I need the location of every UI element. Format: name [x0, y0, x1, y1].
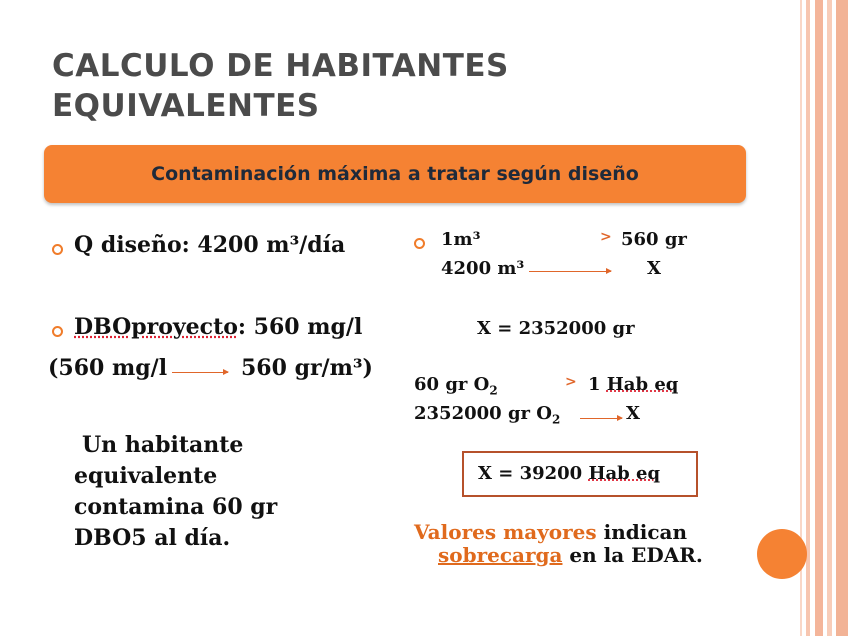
r1-left: 1m³ — [441, 229, 481, 250]
r3-left: 60 gr $O_2$ — [414, 374, 498, 398]
decor-stripe — [815, 0, 823, 636]
arrow-icon — [172, 372, 228, 373]
title-line-1: CALCULO DE HABITANTES — [52, 48, 509, 84]
arrow-icon — [580, 418, 622, 419]
chevron-right-icon: > — [565, 374, 577, 390]
x-result-1: X = 2352000 gr — [477, 318, 635, 339]
bullet-icon — [414, 238, 425, 249]
habitante-line-4: DBO5 al día. — [74, 525, 231, 551]
slide-title — [52, 46, 652, 126]
r4-right: X — [626, 403, 640, 424]
bullet-icon — [52, 326, 63, 337]
title-line-2: EQUIVALENTES — [52, 88, 320, 124]
r2-right: X — [647, 258, 661, 279]
decor-stripe — [806, 0, 810, 636]
banner-text: Contaminación máxima a tratar según diseño — [151, 163, 639, 185]
decor-circle — [757, 529, 807, 579]
sobrecarga-line: sobrecarga en la EDAR. — [438, 543, 703, 567]
habitante-line-1: Un habitante — [82, 432, 244, 458]
decor-stripe — [836, 0, 848, 636]
habitante-line-2: equivalente — [74, 463, 218, 489]
section-banner — [44, 145, 746, 203]
conv-left: (560 mg/l — [48, 355, 168, 381]
conv-right: 560 gr/m³) — [241, 355, 373, 381]
dbo-value: : 560 mg/l — [237, 314, 363, 340]
r1-right: 560 gr — [621, 229, 687, 250]
dbo-line — [74, 314, 362, 340]
arrow-icon — [529, 271, 611, 272]
r3-right: 1 Hab eq — [588, 374, 679, 395]
bullet-icon — [52, 244, 63, 255]
habitante-line-3: contamina 60 gr — [74, 494, 278, 520]
boxed-result: X = 39200 Hab eq — [478, 463, 661, 484]
q-diseno-text: Q diseño: 4200 m³/día — [74, 232, 346, 258]
r4-left: 2352000 gr $O_2$ — [414, 403, 561, 427]
r2-left: 4200 m³ — [441, 258, 525, 279]
decor-stripe — [827, 0, 832, 636]
chevron-right-icon: > — [600, 229, 612, 245]
dbo-label: DBOproyecto — [74, 314, 238, 340]
valores-line: Valores mayores indican — [414, 520, 688, 544]
